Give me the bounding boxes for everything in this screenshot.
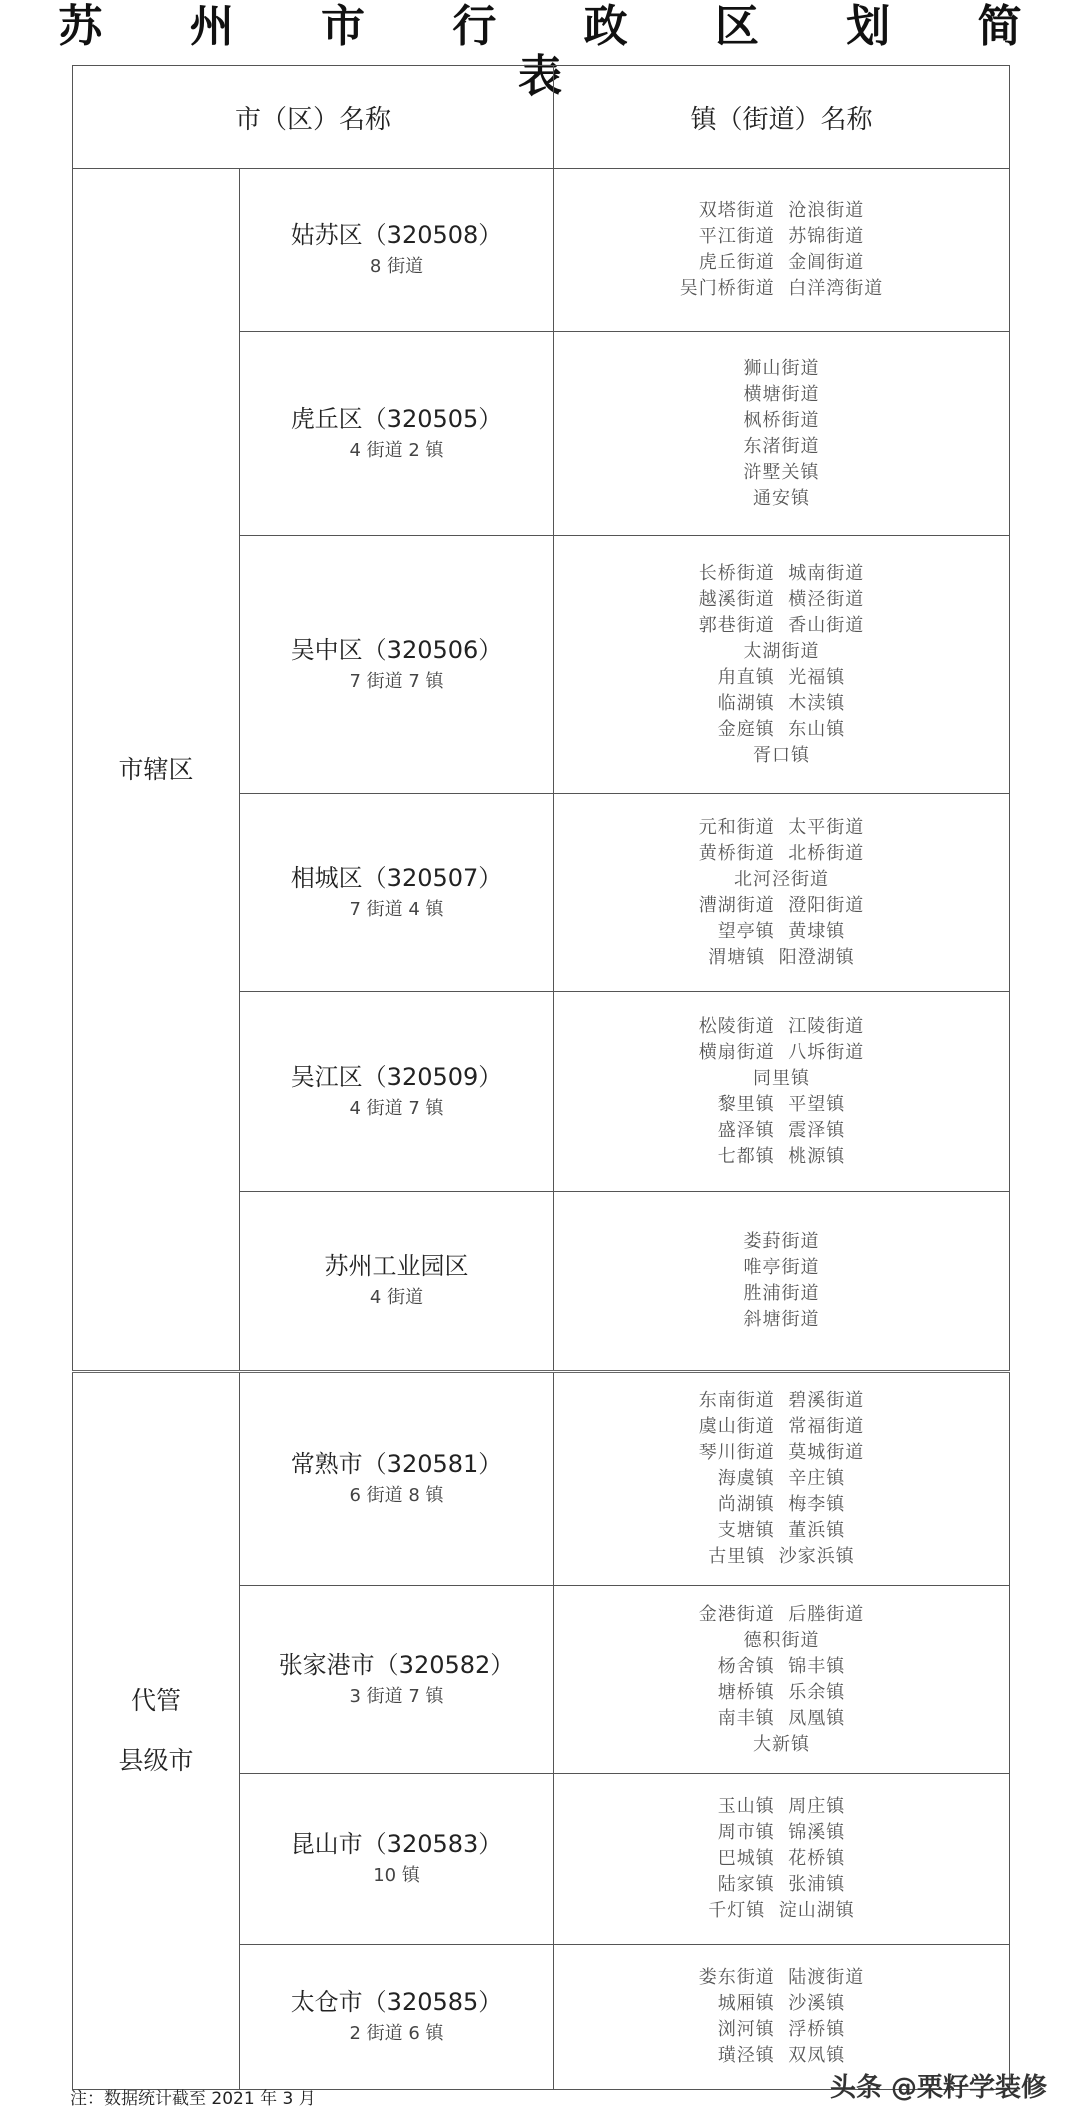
town-line: 千灯镇 淀山湖镇 xyxy=(708,1900,855,1921)
town-line: 横塘街道 xyxy=(743,383,820,405)
towns-cell xyxy=(554,536,1010,794)
town-line: 杨舍镇 锦丰镇 xyxy=(717,1655,846,1677)
town-line: 胜浦街道 xyxy=(743,1283,820,1304)
district-name: 吴江区（320509） xyxy=(290,1062,503,1091)
town-line: 同里镇 xyxy=(753,1067,811,1089)
district-cell xyxy=(240,1586,554,1774)
town-line: 太湖街道 xyxy=(743,640,820,662)
town-line: 平江街道 苏锦街道 xyxy=(698,226,865,247)
header-row xyxy=(73,66,1010,169)
district-cell xyxy=(240,992,554,1192)
district-count: 8 街道 xyxy=(369,256,424,277)
district-cell xyxy=(240,1372,554,1586)
towns-cell xyxy=(554,794,1010,992)
town-line: 盛泽镇 震泽镇 xyxy=(717,1119,846,1141)
page-title: 苏 州 市 行 政 区 划 简 表 xyxy=(58,1,1058,102)
category-cell xyxy=(73,169,240,1372)
town-line: 陆家镇 张浦镇 xyxy=(717,1874,846,1895)
category-label: 代管 xyxy=(130,1686,181,1715)
towns-cell xyxy=(554,169,1010,332)
town-line: 娄葑街道 xyxy=(743,1231,820,1252)
table-body xyxy=(73,169,1010,2090)
district-cell xyxy=(240,794,554,992)
town-line: 塘桥镇 乐余镇 xyxy=(717,1681,846,1703)
district-name: 吴中区（320506） xyxy=(290,635,503,664)
towns-cell xyxy=(554,332,1010,536)
header-city: 市（区）名称 xyxy=(73,66,554,169)
district-cell xyxy=(240,332,554,536)
division-table xyxy=(72,65,1010,2090)
towns-cell xyxy=(554,1192,1010,1372)
town-line: 临湖镇 木渎镇 xyxy=(717,692,846,714)
towns-cell xyxy=(554,992,1010,1192)
town-line: 东南街道 碧溪街道 xyxy=(698,1390,865,1411)
town-line: 德积街道 xyxy=(743,1629,820,1651)
town-line: 海虞镇 辛庄镇 xyxy=(717,1468,846,1489)
district-count: 10 镇 xyxy=(373,1865,420,1886)
town-line: 胥口镇 xyxy=(753,744,811,766)
town-line: 狮山街道 xyxy=(743,357,820,379)
town-line: 金港街道 后塍街道 xyxy=(698,1603,865,1625)
district-count: 4 街道 7 镇 xyxy=(349,1097,444,1119)
district-name: 常熟市（320581） xyxy=(290,1450,503,1478)
town-line: 松陵街道 江陵街道 xyxy=(698,1015,865,1037)
town-line: 渭塘镇 阳澄湖镇 xyxy=(708,946,855,968)
town-line: 浏河镇 浮桥镇 xyxy=(717,2019,846,2040)
town-line: 甪直镇 光福镇 xyxy=(717,666,846,688)
town-line: 虎丘街道 金阊街道 xyxy=(698,252,865,273)
district-count: 7 街道 7 镇 xyxy=(349,670,444,692)
district-cell xyxy=(240,169,554,332)
district-count: 3 街道 7 镇 xyxy=(349,1685,444,1707)
town-line: 浒墅关镇 xyxy=(743,461,820,483)
district-count: 4 街道 2 镇 xyxy=(349,439,444,461)
town-line: 枫桥街道 xyxy=(743,409,820,431)
town-line: 长桥街道 城南街道 xyxy=(698,562,865,584)
district-count: 6 街道 8 镇 xyxy=(349,1485,444,1506)
district-count: 4 街道 xyxy=(369,1287,424,1308)
town-line: 郭巷街道 香山街道 xyxy=(698,614,865,636)
town-line: 玉山镇 周庄镇 xyxy=(717,1796,846,1817)
town-line: 通安镇 xyxy=(753,487,811,509)
town-line: 南丰镇 凤凰镇 xyxy=(717,1707,846,1729)
category-label: 市辖区 xyxy=(118,754,194,784)
town-line: 吴门桥街道 白洋湾街道 xyxy=(679,278,884,299)
town-line: 东渚街道 xyxy=(743,435,820,457)
district-count: 7 街道 4 镇 xyxy=(349,898,444,920)
town-line: 越溪街道 横泾街道 xyxy=(698,588,865,610)
town-line: 大新镇 xyxy=(753,1733,811,1755)
town-line: 双塔街道 沧浪街道 xyxy=(698,200,865,221)
town-line: 城厢镇 沙溪镇 xyxy=(717,1993,846,2014)
towns-cell xyxy=(554,1774,1010,1945)
town-line: 金庭镇 东山镇 xyxy=(717,718,846,740)
town-line: 唯亭街道 xyxy=(743,1257,820,1278)
district-name: 太仓市（320585） xyxy=(290,1988,503,2016)
district-name: 昆山市（320583） xyxy=(290,1830,503,1858)
town-line: 娄东街道 陆渡街道 xyxy=(698,1967,865,1988)
town-line: 巴城镇 花桥镇 xyxy=(717,1848,846,1869)
town-line: 横扇街道 八坼街道 xyxy=(698,1041,865,1063)
town-line: 周市镇 锦溪镇 xyxy=(717,1822,846,1843)
category-label: 县级市 xyxy=(118,1746,194,1775)
town-line: 望亭镇 黄埭镇 xyxy=(717,920,846,942)
town-line: 斜塘街道 xyxy=(743,1309,820,1330)
town-line: 琴川街道 莫城街道 xyxy=(698,1442,865,1463)
district-cell xyxy=(240,1945,554,2090)
town-line: 尚湖镇 梅李镇 xyxy=(717,1494,846,1515)
towns-cell xyxy=(554,1372,1010,1586)
town-line: 虞山街道 常福街道 xyxy=(698,1416,865,1437)
district-name: 张家港市（320582） xyxy=(278,1650,515,1679)
district-name: 苏州工业园区 xyxy=(324,1252,469,1280)
table-row xyxy=(73,1372,1010,1586)
town-line: 北河泾街道 xyxy=(734,868,830,890)
district-name: 相城区（320507） xyxy=(290,863,503,892)
footnote: 注：数据统计截至 2021 年 3 月 xyxy=(70,2089,316,2109)
table-row xyxy=(73,169,1010,332)
town-line: 璜泾镇 双凤镇 xyxy=(717,2045,846,2066)
watermark: 头条 @栗籽学装修 xyxy=(830,2073,1048,2103)
district-cell xyxy=(240,1192,554,1372)
town-line: 古里镇 沙家浜镇 xyxy=(708,1546,855,1567)
towns-cell xyxy=(554,1945,1010,2090)
town-line: 支塘镇 董浜镇 xyxy=(717,1520,846,1541)
category-cell xyxy=(73,1372,240,2090)
district-cell xyxy=(240,536,554,794)
district-name: 姑苏区（320508） xyxy=(290,221,503,249)
town-line: 黎里镇 平望镇 xyxy=(717,1093,846,1115)
district-name: 虎丘区（320505） xyxy=(290,404,503,433)
town-line: 七都镇 桃源镇 xyxy=(717,1145,846,1167)
town-line: 黄桥街道 北桥街道 xyxy=(698,842,865,864)
town-line: 漕湖街道 澄阳街道 xyxy=(698,894,865,916)
district-cell xyxy=(240,1774,554,1945)
towns-cell xyxy=(554,1586,1010,1774)
header-towns: 镇（街道）名称 xyxy=(554,66,1010,169)
town-line: 元和街道 太平街道 xyxy=(698,816,865,838)
district-count: 2 街道 6 镇 xyxy=(349,2023,444,2044)
